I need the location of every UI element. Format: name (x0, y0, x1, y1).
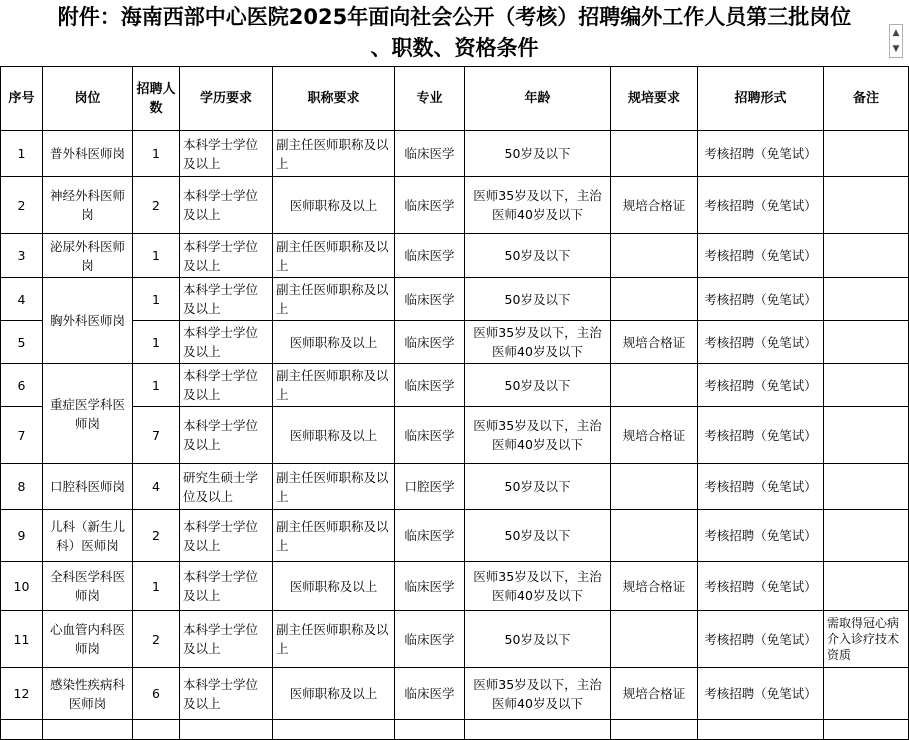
cell-count: 7 (133, 407, 180, 464)
header-count: 招聘人数 (133, 67, 180, 131)
cell-major: 临床医学 (395, 668, 465, 720)
cell-post: 儿科（新生儿科）医师岗 (43, 510, 133, 562)
cell-count: 2 (133, 611, 180, 668)
cell-count: 1 (133, 321, 180, 364)
cell-edu: 本科学士学位及以上 (180, 510, 273, 562)
cell-no (1, 720, 43, 740)
cell-edu: 本科学士学位及以上 (180, 407, 273, 464)
cell-count: 1 (133, 131, 180, 177)
cell-age: 50岁及以下 (465, 131, 611, 177)
cell-count: 4 (133, 464, 180, 510)
cell-note (824, 177, 909, 234)
cell-form: 考核招聘（免笔试） (698, 464, 824, 510)
cell-training: 规培合格证 (611, 177, 698, 234)
table-row (1, 278, 909, 321)
cell-form: 考核招聘（免笔试） (698, 668, 824, 720)
cell-count: 2 (133, 510, 180, 562)
cell-post: 感染性疾病科医师岗 (43, 668, 133, 720)
cell-note (824, 131, 909, 177)
cell-form: 考核招聘（免笔试） (698, 364, 824, 407)
cell-no: 7 (1, 407, 43, 464)
scroll-down-icon[interactable]: ▼ (892, 44, 900, 54)
cell-count: 1 (133, 562, 180, 611)
cell-title-req (273, 720, 395, 740)
table-row (1, 364, 909, 407)
cell-major: 临床医学 (395, 407, 465, 464)
header-form: 招聘形式 (698, 67, 824, 131)
cell-edu: 研究生硕士学位及以上 (180, 464, 273, 510)
cell-age (465, 720, 611, 740)
cell-age: 50岁及以下 (465, 611, 611, 668)
cell-post (43, 720, 133, 740)
cell-count: 1 (133, 278, 180, 321)
cell-training (611, 720, 698, 740)
cell-title-req: 医师职称及以上 (273, 177, 395, 234)
cell-major: 临床医学 (395, 177, 465, 234)
cell-age: 50岁及以下 (465, 364, 611, 407)
scroll-up-icon[interactable]: ▲ (892, 28, 900, 38)
cell-title-req: 医师职称及以上 (273, 407, 395, 464)
cell-no: 2 (1, 177, 43, 234)
header-age: 年龄 (465, 67, 611, 131)
table-row (1, 407, 909, 464)
cell-edu (180, 720, 273, 740)
cell-no: 3 (1, 234, 43, 278)
header-edu: 学历要求 (180, 67, 273, 131)
cell-age: 医师35岁及以下，主治医师40岁及以下 (465, 407, 611, 464)
cell-major: 临床医学 (395, 562, 465, 611)
cell-post: 泌尿外科医师岗 (43, 234, 133, 278)
cell-post: 普外科医师岗 (43, 131, 133, 177)
cell-no: 6 (1, 364, 43, 407)
table-row (1, 131, 909, 177)
cell-no: 5 (1, 321, 43, 364)
cell-note (824, 234, 909, 278)
table-row (1, 510, 909, 562)
table-header-row (1, 67, 909, 131)
cell-age: 50岁及以下 (465, 510, 611, 562)
cell-major: 临床医学 (395, 321, 465, 364)
cell-no: 4 (1, 278, 43, 321)
cell-training (611, 364, 698, 407)
cell-title-req: 副主任医师职称及以上 (273, 364, 395, 407)
cell-post: 心血管内科医师岗 (43, 611, 133, 668)
cell-no: 1 (1, 131, 43, 177)
cell-training (611, 611, 698, 668)
cell-count: 2 (133, 177, 180, 234)
header-no: 序号 (1, 67, 43, 131)
cell-major: 临床医学 (395, 611, 465, 668)
cell-age: 医师35岁及以下，主治医师40岁及以下 (465, 668, 611, 720)
cell-note (824, 720, 909, 740)
header-title-req: 职称要求 (273, 67, 395, 131)
cell-note (824, 562, 909, 611)
cell-training (611, 510, 698, 562)
title-line-1: 附件：海南西部中心医院2025年面向社会公开（考核）招聘编外工作人员第三批岗位 (57, 5, 852, 29)
cell-note (824, 668, 909, 720)
cell-title-req: 副主任医师职称及以上 (273, 234, 395, 278)
table-row (1, 562, 909, 611)
table-row (1, 611, 909, 668)
cell-title-req: 医师职称及以上 (273, 321, 395, 364)
cell-no: 11 (1, 611, 43, 668)
cell-note (824, 364, 909, 407)
cell-title-req: 医师职称及以上 (273, 668, 395, 720)
cell-edu: 本科学士学位及以上 (180, 234, 273, 278)
cell-no: 12 (1, 668, 43, 720)
header-major: 专业 (395, 67, 465, 131)
cell-major: 临床医学 (395, 364, 465, 407)
cell-training (611, 131, 698, 177)
cell-age: 50岁及以下 (465, 278, 611, 321)
cell-post: 口腔科医师岗 (43, 464, 133, 510)
cell-age: 50岁及以下 (465, 234, 611, 278)
table-row (1, 177, 909, 234)
cell-age: 医师35岁及以下，主治医师40岁及以下 (465, 562, 611, 611)
cell-note (824, 407, 909, 464)
table-row (1, 321, 909, 364)
cell-form: 考核招聘（免笔试） (698, 407, 824, 464)
table-row (1, 668, 909, 720)
cell-major (395, 720, 465, 740)
cell-training (611, 234, 698, 278)
cell-training: 规培合格证 (611, 562, 698, 611)
header-training: 规培要求 (611, 67, 698, 131)
table-row (1, 720, 909, 740)
cell-edu: 本科学士学位及以上 (180, 321, 273, 364)
cell-training (611, 278, 698, 321)
cell-form (698, 720, 824, 740)
title-line-2: 、职数、资格条件 (370, 36, 539, 60)
cell-form: 考核招聘（免笔试） (698, 234, 824, 278)
cell-note (824, 510, 909, 562)
table-row (1, 234, 909, 278)
cell-no: 8 (1, 464, 43, 510)
header-note: 备注 (824, 67, 909, 131)
cell-post: 全科医学科医师岗 (43, 562, 133, 611)
cell-count: 1 (133, 234, 180, 278)
cell-edu: 本科学士学位及以上 (180, 611, 273, 668)
cell-form: 考核招聘（免笔试） (698, 510, 824, 562)
cell-post: 胸外科医师岗 (43, 278, 133, 364)
cell-age: 医师35岁及以下，主治医师40岁及以下 (465, 321, 611, 364)
cell-training: 规培合格证 (611, 668, 698, 720)
cell-form: 考核招聘（免笔试） (698, 562, 824, 611)
cell-major: 口腔医学 (395, 464, 465, 510)
cell-form: 考核招聘（免笔试） (698, 611, 824, 668)
cell-title-req: 副主任医师职称及以上 (273, 278, 395, 321)
positions-table (0, 66, 909, 740)
cell-form: 考核招聘（免笔试） (698, 278, 824, 321)
cell-no: 10 (1, 562, 43, 611)
cell-title-req: 副主任医师职称及以上 (273, 464, 395, 510)
scroll-control[interactable] (889, 24, 903, 58)
cell-training (611, 464, 698, 510)
cell-edu: 本科学士学位及以上 (180, 668, 273, 720)
cell-title-req: 副主任医师职称及以上 (273, 611, 395, 668)
cell-age: 医师35岁及以下，主治医师40岁及以下 (465, 177, 611, 234)
cell-title-req: 医师职称及以上 (273, 562, 395, 611)
cell-training: 规培合格证 (611, 407, 698, 464)
cell-edu: 本科学士学位及以上 (180, 131, 273, 177)
cell-major: 临床医学 (395, 131, 465, 177)
cell-form: 考核招聘（免笔试） (698, 131, 824, 177)
cell-post: 重症医学科医师岗 (43, 364, 133, 464)
cell-edu: 本科学士学位及以上 (180, 278, 273, 321)
table-row (1, 464, 909, 510)
cell-form: 考核招聘（免笔试） (698, 177, 824, 234)
cell-edu: 本科学士学位及以上 (180, 562, 273, 611)
cell-note (824, 278, 909, 321)
cell-major: 临床医学 (395, 234, 465, 278)
cell-note (824, 321, 909, 364)
page-title (0, 0, 909, 66)
header-post: 岗位 (43, 67, 133, 131)
cell-major: 临床医学 (395, 278, 465, 321)
cell-count: 6 (133, 668, 180, 720)
cell-post: 神经外科医师岗 (43, 177, 133, 234)
cell-major: 临床医学 (395, 510, 465, 562)
cell-training: 规培合格证 (611, 321, 698, 364)
cell-no: 9 (1, 510, 43, 562)
cell-title-req: 副主任医师职称及以上 (273, 510, 395, 562)
cell-form: 考核招聘（免笔试） (698, 321, 824, 364)
cell-edu: 本科学士学位及以上 (180, 177, 273, 234)
cell-age: 50岁及以下 (465, 464, 611, 510)
cell-count (133, 720, 180, 740)
cell-title-req: 副主任医师职称及以上 (273, 131, 395, 177)
cell-note (824, 464, 909, 510)
cell-note: 需取得冠心病介入诊疗技术资质 (824, 611, 909, 668)
cell-edu: 本科学士学位及以上 (180, 364, 273, 407)
cell-count: 1 (133, 364, 180, 407)
